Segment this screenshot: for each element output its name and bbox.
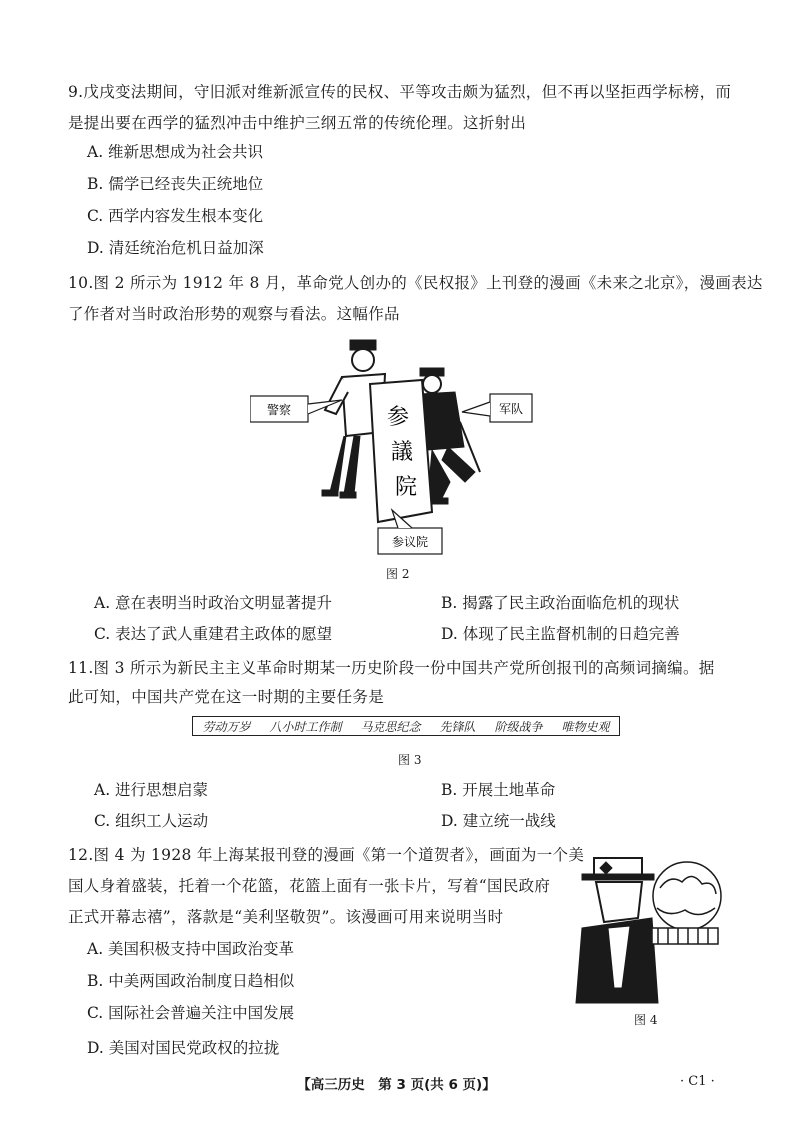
q12-option-c: C. 国际社会普遍关注中国发展	[87, 1004, 295, 1022]
q11-stem-line2: 此可知，中国共产党在这一时期的主要任务是	[68, 688, 385, 706]
q9-stem-line1: 9.戊戌变法期间，守旧派对维新派宣传的民权、平等攻击颇为猛烈，但不再以坚拒西学标榜，而	[68, 83, 732, 101]
american-figure	[576, 858, 658, 1003]
q10-option-b: B. 揭露了民主政治面临危机的现状	[441, 594, 680, 612]
q10-stem-line2: 了作者对当时政治形势的观察与看法。这幅作品	[68, 305, 400, 323]
keyword: 唯物史观	[561, 719, 610, 734]
keyword: 阶级战争	[494, 719, 543, 734]
q11-option-b: B. 开展土地革命	[441, 781, 556, 799]
page-footer: 【高三历史 第 3 页(共 6 页)】	[297, 1077, 496, 1093]
q9-option-b: B. 儒学已经丧失正统地位	[87, 175, 264, 193]
q11-stem-line1: 11.图 3 所示为新民主主义革命时期某一历史阶段一份中国共产党所创报刊的高频词摘编。据	[68, 659, 715, 677]
q11-option-a: A. 进行思想启蒙	[94, 781, 209, 799]
q9-option-c: C. 西学内容发生根本变化	[87, 207, 264, 225]
callout-army	[462, 394, 532, 422]
q9-option-d: D. 清廷统治危机日益加深	[87, 239, 264, 257]
senate-banner	[370, 380, 432, 522]
q11-option-c: C. 组织工人运动	[94, 812, 209, 830]
q12-option-b: B. 中美两国政治制度日趋相似	[87, 972, 295, 990]
keyword: 马克思纪念	[360, 719, 421, 734]
q12-stem-line2: 国人身着盛装，托着一个花篮，花篮上面有一张卡片，写着“国民政府	[68, 877, 551, 895]
keyword: 先锋队	[439, 719, 476, 734]
keyword: 劳动万岁	[202, 719, 251, 734]
figure-4-cartoon	[572, 848, 732, 1006]
flower-basket	[652, 862, 721, 944]
q10-stem-line1: 10.图 2 所示为 1912 年 8 月，革命党人创办的《民权报》上刊登的漫画《未来之北京》，漫画表达	[68, 274, 763, 292]
q10-option-a: A. 意在表明当时政治文明显著提升	[94, 594, 333, 612]
figure-2-cartoon	[250, 332, 535, 562]
q12-stem-line3: 正式开幕志禧”，落款是“美利坚敬贺”。该漫画可用来说明当时	[68, 908, 504, 926]
q9-option-a: A. 维新思想成为社会共识	[87, 143, 264, 161]
q10-option-c: C. 表达了武人重建君主政体的愿望	[94, 625, 333, 643]
callout-label-senate: 参议院	[391, 535, 429, 549]
q12-option-a: A. 美国积极支持中国政治变革	[87, 940, 295, 958]
callout-label-police: 警察	[266, 403, 292, 417]
banner-char-3: 院	[394, 475, 418, 500]
q9-stem-line2: 是提出要在西学的猛烈冲击中维护三纲五常的传统伦理。这折射出	[68, 114, 527, 132]
q12-option-d: D. 美国对国民党政权的拉拢	[87, 1039, 280, 1057]
keyword: 八小时工作制	[269, 719, 342, 734]
figure-3-word-box	[192, 716, 620, 736]
q11-option-d: D. 建立统一战线	[441, 812, 556, 830]
callout-label-army: 军队	[498, 402, 524, 416]
figure-4-caption: 图 4	[634, 1013, 658, 1027]
figure-3-caption: 图 3	[398, 753, 422, 767]
banner-char-1: 参	[386, 405, 410, 430]
page-code: · C1 ·	[680, 1074, 715, 1089]
q10-option-d: D. 体现了民主监督机制的日趋完善	[441, 625, 680, 643]
banner-char-2: 議	[390, 440, 414, 465]
q12-stem-line1: 12.图 4 为 1928 年上海某报刊登的漫画《第一个道贺者》，画面为一个美	[68, 846, 585, 864]
figure-2-caption: 图 2	[386, 567, 410, 581]
